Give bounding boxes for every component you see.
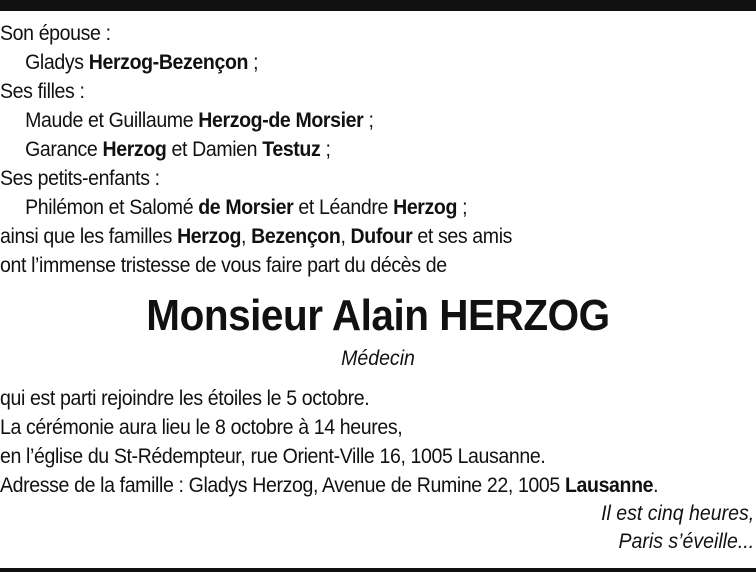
grandchildren-family2: Herzog — [393, 196, 458, 219]
grandchildren-family: de Morsier — [198, 196, 294, 219]
daughter2-given: Garance — [25, 138, 103, 161]
spouse-heading: Son épouse : — [0, 22, 111, 45]
spouse-end: ; — [248, 51, 259, 74]
daughter1-given: Maude et Guillaume — [25, 109, 199, 132]
ceremony-line: La cérémonie aura lieu le 8 octobre à 14 heures, — [0, 416, 403, 439]
grandchildren-mid: et Léandre — [293, 196, 394, 219]
top-border — [0, 0, 756, 11]
daughter1-family: Herzog-de Morsier — [198, 109, 364, 132]
families-sep-2: , — [340, 225, 351, 248]
intro-line: ont l’immense tristesse de vous faire part du décès de — [0, 254, 447, 277]
spouse-line — [0, 48, 703, 77]
family-name-3: Dufour — [350, 225, 413, 248]
families-end: et ses amis — [412, 225, 513, 248]
deceased-name: Monsieur Alain HERZOG — [146, 291, 610, 340]
grandchildren-heading: Ses petits-enfants : — [0, 167, 160, 190]
grandchildren-given: Philémon et Salomé — [25, 196, 199, 219]
address-city: Lausanne — [564, 474, 654, 497]
location-line: en l’église du St-Rédempteur, rue Orient-Ville 16, 1005 Lausanne. — [0, 445, 546, 468]
daughter-line-1 — [0, 106, 703, 135]
address-line — [0, 471, 703, 500]
address-end: . — [653, 474, 659, 497]
passing-line: qui est parti rejoindre les étoiles le 5 octobre. — [0, 387, 370, 410]
bottom-border — [0, 568, 756, 572]
quote-line-1: Il est cinq heures, — [601, 502, 755, 525]
quote-line-2: Paris s’éveille... — [618, 530, 755, 553]
families-line — [0, 222, 703, 251]
grandchildren-end: ; — [457, 196, 468, 219]
daughter1-end: ; — [363, 109, 374, 132]
family-name-2: Bezençon — [251, 225, 341, 248]
deceased-profession: Médecin — [341, 347, 415, 370]
grandchildren-line — [0, 193, 703, 222]
spouse-family: Herzog-Bezençon — [88, 51, 249, 74]
families-sep-1: , — [241, 225, 252, 248]
daughter-line-2 — [0, 135, 703, 164]
daughter2-mid: et Damien — [166, 138, 263, 161]
family-name-1: Herzog — [177, 225, 242, 248]
death-notice — [0, 19, 756, 556]
daughter2-family: Herzog — [102, 138, 167, 161]
daughters-heading: Ses filles : — [0, 80, 85, 103]
address-pre: Adresse de la famille : Gladys Herzog, Avenue de Rumine 22, 1005 — [0, 474, 565, 497]
spouse-given: Gladys — [25, 51, 89, 74]
daughter2-end: ; — [320, 138, 331, 161]
daughter2-family2: Testuz — [262, 138, 321, 161]
families-pre: ainsi que les familles — [0, 225, 178, 248]
